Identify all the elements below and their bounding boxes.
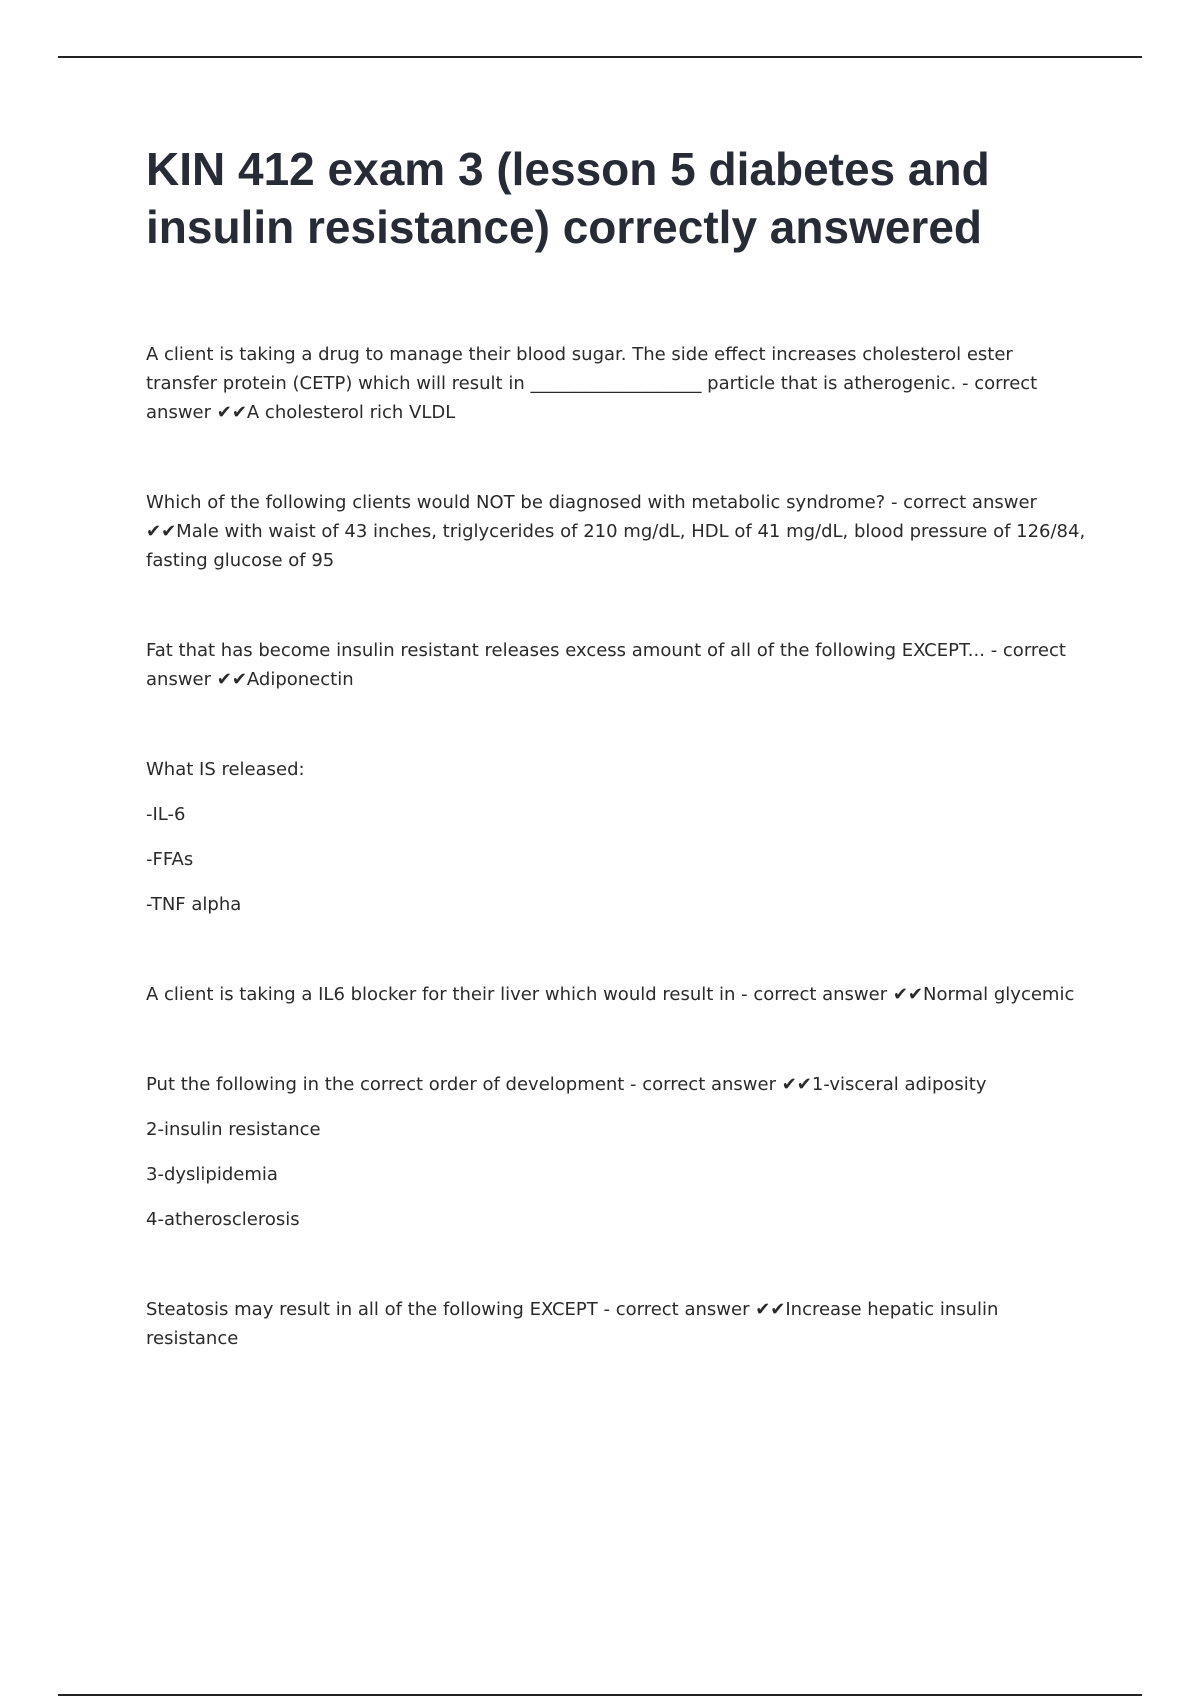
order-list-item: 2-insulin resistance — [146, 1119, 321, 1140]
document-title: KIN 412 exam 3 (lesson 5 diabetes and insulin resistance) correctly answered — [146, 143, 990, 253]
released-list-heading: What IS released: — [146, 759, 305, 780]
qa-item-cetp: A client is taking a drug to manage their blood sugar. The side effect increases cholesterol ester transfer protein (CETP) which will result in ___________________ particle that is atherogenic. - correct answer ✔✔A cholesterol rich VLDL — [146, 344, 1038, 423]
qa-item-insulin-resistant-fat: Fat that has become insulin resistant releases excess amount of all of the following EXCEPT... - correct answer ✔✔Adiponectin — [146, 640, 1066, 690]
released-list-item: -IL-6 — [146, 804, 186, 825]
qa-item-steatosis: Steatosis may result in all of the following EXCEPT - correct answer ✔✔Increase hepatic insulin resistance — [146, 1299, 999, 1349]
document-body — [146, 140, 1086, 1353]
order-list-item: 4-atherosclerosis — [146, 1209, 300, 1230]
released-list-item: -FFAs — [146, 849, 194, 870]
order-list-item: 3-dyslipidemia — [146, 1164, 278, 1185]
top-divider — [58, 56, 1142, 58]
released-list-item: -TNF alpha — [146, 894, 242, 915]
qa-item-metabolic-syndrome: Which of the following clients would NOT be diagnosed with metabolic syndrome? - correct answer ✔✔Male with waist of 43 inches, triglycerides of 210 mg/dL, HDL of 41 mg/dL, blood pressure of 126/84, fasting glucose of 95 — [146, 492, 1086, 571]
qa-item-order-of-development: Put the following in the correct order of development - correct answer ✔✔1-visceral adiposity — [146, 1074, 987, 1095]
bottom-divider — [58, 1694, 1142, 1696]
qa-item-il6-blocker: A client is taking a IL6 blocker for their liver which would result in - correct answer ✔✔Normal glycemic — [146, 984, 1075, 1005]
qa-list — [146, 340, 1086, 1353]
